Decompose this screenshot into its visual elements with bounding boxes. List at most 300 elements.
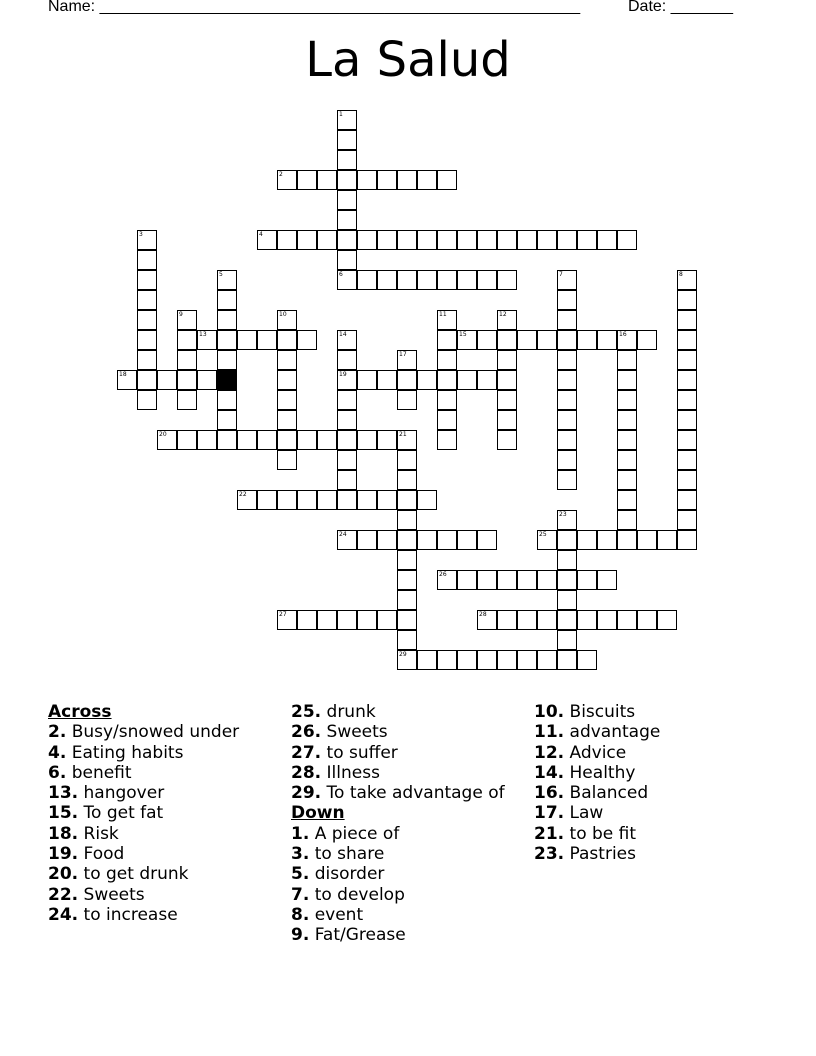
grid-cell[interactable] [137,250,157,270]
grid-cell[interactable] [617,330,637,350]
clue-item-number: 16. [534,783,565,804]
grid-cell[interactable] [177,310,197,330]
clue-item-text: A piece of [309,823,400,844]
grid-cell[interactable] [677,370,697,390]
grid-cell[interactable] [277,230,297,250]
grid-cell[interactable] [557,370,577,390]
clue-item-text: Risk [78,823,119,844]
grid-cell[interactable] [297,330,317,350]
grid-cell[interactable] [277,370,297,390]
grid-cell[interactable] [357,170,377,190]
grid-cell[interactable] [617,430,637,450]
grid-cell[interactable] [397,570,417,590]
grid-cell[interactable] [397,170,417,190]
grid-cell[interactable] [457,570,477,590]
grid-cell[interactable] [217,350,237,370]
grid-cell[interactable] [497,370,517,390]
grid-cell[interactable] [417,490,437,510]
grid-cell[interactable] [337,270,357,290]
grid-cell[interactable] [557,350,577,370]
clue-column-3 [534,702,774,864]
grid-cell[interactable] [497,350,517,370]
grid-cell[interactable] [437,270,457,290]
grid-cell[interactable] [577,230,597,250]
clue-item-text: disorder [309,864,385,885]
grid-cell[interactable] [137,370,157,390]
grid-cell[interactable] [297,430,317,450]
grid-cell[interactable] [457,330,477,350]
clue-item-text: Food [78,844,125,865]
grid-cell[interactable] [377,430,397,450]
grid-cell[interactable] [417,650,437,670]
grid-cell[interactable] [317,430,337,450]
clue-item-number: 9. [291,925,310,946]
grid-cell[interactable] [677,390,697,410]
clue-item-text: to suffer [321,742,398,763]
grid-cell[interactable] [337,390,357,410]
grid-cell[interactable] [657,610,677,630]
grid-cell[interactable] [337,210,357,230]
grid-cell[interactable] [637,330,657,350]
grid-cell[interactable] [417,370,437,390]
grid-cell[interactable] [477,530,497,550]
grid-cell[interactable] [157,430,177,450]
clue-number: 14 [339,331,347,338]
clue-number: 7 [559,271,563,278]
grid-cell[interactable] [617,390,637,410]
clue-item [48,824,288,844]
grid-cell[interactable] [377,230,397,250]
grid-cell[interactable] [477,370,497,390]
grid-cell[interactable] [677,490,697,510]
grid-cell[interactable] [337,350,357,370]
grid-cell[interactable] [417,170,437,190]
grid-cell[interactable] [217,290,237,310]
clue-item [291,844,531,864]
grid-cell[interactable] [557,390,577,410]
grid-cell[interactable] [337,610,357,630]
clue-item-text: Busy/snowed under [66,722,240,743]
grid-cell[interactable] [617,410,637,430]
grid-cell[interactable] [557,330,577,350]
clue-number: 25 [539,531,547,538]
grid-cell[interactable] [397,550,417,570]
grid-cell[interactable] [397,230,417,250]
grid-cell[interactable] [137,390,157,410]
grid-cell[interactable] [517,610,537,630]
grid-cell[interactable] [437,410,457,430]
clue-number: 22 [239,491,247,498]
clue-number: 19 [339,371,347,378]
grid-cell[interactable] [397,370,417,390]
grid-cell[interactable] [397,510,417,530]
clue-item [291,925,531,945]
grid-cell[interactable] [497,430,517,450]
clue-item-number: 3. [291,844,310,865]
grid-cell[interactable] [617,450,637,470]
clue-item-number: 27. [291,742,322,763]
grid-cell[interactable] [277,170,297,190]
grid-cell[interactable] [457,230,477,250]
grid-cell[interactable] [577,570,597,590]
grid-cell[interactable] [457,270,477,290]
clue-number: 6 [339,271,343,278]
grid-cell[interactable] [577,530,597,550]
grid-cell[interactable] [177,430,197,450]
grid-cell[interactable] [137,310,157,330]
grid-cell[interactable] [357,490,377,510]
grid-cell[interactable] [197,370,217,390]
grid-cell[interactable] [397,530,417,550]
grid-cell[interactable] [497,610,517,630]
grid-cell[interactable] [597,330,617,350]
grid-cell[interactable] [437,370,457,390]
grid-cell[interactable] [557,570,577,590]
clue-item [48,844,288,864]
grid-cell[interactable] [177,370,197,390]
grid-cell[interactable] [537,650,557,670]
grid-cell[interactable] [177,390,197,410]
grid-cell[interactable] [517,330,537,350]
clue-number: 10 [279,311,287,318]
grid-cell[interactable] [297,490,317,510]
grid-cell[interactable] [377,610,397,630]
clue-item-number: 1. [291,823,310,844]
grid-cell[interactable] [617,490,637,510]
clue-item-text: Balanced [564,783,649,804]
grid-cell[interactable] [477,610,497,630]
name-field-label: Name: ______________________________________________________ [48,0,581,15]
grid-cell[interactable] [537,530,557,550]
grid-cell[interactable] [477,230,497,250]
clue-item [534,783,774,803]
grid-cell[interactable] [557,610,577,630]
grid-cell[interactable] [337,530,357,550]
clue-item-number: 6. [48,762,67,783]
grid-cell[interactable] [617,230,637,250]
grid-cell[interactable] [397,270,417,290]
clue-item [48,885,288,905]
grid-cell[interactable] [617,510,637,530]
grid-cell[interactable] [337,330,357,350]
clue-item-number: 7. [291,884,310,905]
grid-cell[interactable] [277,330,297,350]
grid-cell[interactable] [237,330,257,350]
grid-cell[interactable] [337,110,357,130]
grid-cell[interactable] [237,430,257,450]
grid-cell[interactable] [257,490,277,510]
grid-cell[interactable] [257,330,277,350]
grid-cell[interactable] [457,370,477,390]
grid-cell[interactable] [477,570,497,590]
grid-cell[interactable] [337,190,357,210]
grid-cell[interactable] [337,150,357,170]
grid-cell[interactable] [417,230,437,250]
grid-cell[interactable] [217,330,237,350]
grid-cell[interactable] [597,570,617,590]
grid-cell[interactable] [557,550,577,570]
grid-cell[interactable] [557,290,577,310]
grid-cell[interactable] [337,370,357,390]
grid-cell[interactable] [637,610,657,630]
clue-item-number: 25. [291,702,322,722]
grid-cell[interactable] [477,330,497,350]
grid-cell[interactable] [397,430,417,450]
grid-cell[interactable] [537,330,557,350]
grid-cell[interactable] [457,650,477,670]
grid-cell[interactable] [557,410,577,430]
grid-cell[interactable] [257,430,277,450]
grid-cell[interactable] [557,270,577,290]
grid-cell[interactable] [497,390,517,410]
grid-cell[interactable] [617,610,637,630]
grid-cell[interactable] [357,610,377,630]
grid-cell[interactable] [337,230,357,250]
clue-item [291,743,531,763]
grid-cell[interactable] [297,230,317,250]
grid-cell[interactable] [417,530,437,550]
grid-cell[interactable] [517,650,537,670]
grid-cell[interactable] [437,430,457,450]
grid-cell[interactable] [637,530,657,550]
grid-cell[interactable] [237,490,257,510]
grid-cell[interactable] [297,610,317,630]
clue-item [48,803,288,823]
grid-cell[interactable] [557,430,577,450]
grid-cell[interactable] [277,490,297,510]
clue-number: 5 [219,271,223,278]
grid-cell[interactable] [677,530,697,550]
grid-cell[interactable] [377,170,397,190]
grid-cell[interactable] [357,530,377,550]
clue-item-number: 21. [534,823,565,844]
grid-cell[interactable] [277,310,297,330]
grid-cell[interactable] [437,570,457,590]
grid-cell[interactable] [117,370,137,390]
clue-item [291,864,531,884]
grid-cell[interactable] [677,270,697,290]
grid-cell[interactable] [677,310,697,330]
grid-cell[interactable] [217,430,237,450]
grid-cell[interactable] [497,270,517,290]
grid-cell[interactable] [337,410,357,430]
clue-item [48,743,288,763]
clue-item-number: 11. [534,722,565,743]
clue-item [291,824,531,844]
clue-item-text: Illness [321,762,380,783]
grid-cell[interactable] [617,370,637,390]
grid-cell[interactable] [677,290,697,310]
clue-item-text: Sweets [78,884,145,905]
grid-cell[interactable] [337,130,357,150]
grid-cell[interactable] [277,610,297,630]
grid-cell[interactable] [597,530,617,550]
grid-cell[interactable] [677,350,697,370]
clue-number: 18 [119,371,127,378]
grid-cell[interactable] [497,650,517,670]
clue-item-number: 20. [48,864,79,885]
grid-cell[interactable] [557,630,577,650]
clue-item-number: 26. [291,722,322,743]
clue-item-number: 24. [48,904,79,925]
grid-cell[interactable] [597,610,617,630]
grid-cell[interactable] [277,430,297,450]
grid-cell[interactable] [257,230,277,250]
grid-cell[interactable] [337,170,357,190]
clue-item [291,702,531,722]
grid-cell[interactable] [217,270,237,290]
grid-cell[interactable] [277,450,297,470]
grid-cell[interactable] [437,330,457,350]
grid-cell[interactable] [557,590,577,610]
grid-cell[interactable] [517,230,537,250]
grid-cell[interactable] [337,250,357,270]
grid-cell[interactable] [537,230,557,250]
grid-cell[interactable] [557,470,577,490]
grid-cell[interactable] [497,330,517,350]
grid-cell[interactable] [657,530,677,550]
grid-cell[interactable] [457,530,477,550]
grid-cell[interactable] [477,270,497,290]
grid-cell[interactable] [577,610,597,630]
grid-cell[interactable] [297,170,317,190]
grid-cell[interactable] [497,410,517,430]
clue-item [534,844,774,864]
clue-item-number: 14. [534,762,565,783]
grid-cell[interactable] [177,350,197,370]
grid-cell[interactable] [357,430,377,450]
grid-cell[interactable] [397,450,417,470]
grid-cell[interactable] [497,230,517,250]
clue-item-text: Eating habits [66,742,184,763]
grid-cell[interactable] [437,230,457,250]
grid-cell[interactable] [217,410,237,430]
clue-number: 12 [499,311,507,318]
grid-cell[interactable] [357,270,377,290]
grid-cell[interactable] [137,270,157,290]
grid-cell[interactable] [437,350,457,370]
grid-cell[interactable] [437,310,457,330]
grid-cell[interactable] [377,270,397,290]
grid-cell[interactable] [677,510,697,530]
grid-cell[interactable] [357,370,377,390]
clue-item-number: 8. [291,904,310,925]
grid-cell[interactable] [557,650,577,670]
date-field-label: Date: _______ [628,0,733,15]
grid-cell[interactable] [137,350,157,370]
grid-cell[interactable] [677,470,697,490]
grid-cell[interactable] [317,610,337,630]
grid-cell[interactable] [677,330,697,350]
clue-number: 9 [179,311,183,318]
clue-item [534,824,774,844]
clue-item [534,722,774,742]
grid-cell[interactable] [617,470,637,490]
grid-cell[interactable] [337,490,357,510]
grid-black-cell [217,370,237,390]
grid-cell[interactable] [377,530,397,550]
grid-cell[interactable] [137,230,157,250]
clue-number: 4 [259,231,263,238]
grid-cell[interactable] [317,170,337,190]
grid-cell[interactable] [337,470,357,490]
grid-cell[interactable] [217,310,237,330]
grid-cell[interactable] [277,390,297,410]
grid-cell[interactable] [197,430,217,450]
grid-cell[interactable] [397,470,417,490]
grid-cell[interactable] [277,410,297,430]
clue-item [291,885,531,905]
grid-cell[interactable] [437,170,457,190]
grid-cell[interactable] [537,610,557,630]
grid-cell[interactable] [597,230,617,250]
grid-cell[interactable] [377,490,397,510]
grid-cell[interactable] [317,490,337,510]
grid-cell[interactable] [317,230,337,250]
clue-item-text: to increase [78,904,178,925]
clue-list [48,702,778,1002]
grid-cell[interactable] [677,410,697,430]
grid-cell[interactable] [497,570,517,590]
grid-cell[interactable] [337,430,357,450]
grid-cell[interactable] [397,490,417,510]
clue-item [534,763,774,783]
grid-cell[interactable] [677,430,697,450]
grid-cell[interactable] [477,650,497,670]
grid-cell[interactable] [217,390,237,410]
grid-cell[interactable] [577,330,597,350]
grid-cell[interactable] [557,510,577,530]
grid-cell[interactable] [197,330,217,350]
grid-cell[interactable] [437,390,457,410]
grid-cell[interactable] [437,650,457,670]
grid-cell[interactable] [377,370,397,390]
grid-cell[interactable] [357,230,377,250]
grid-cell[interactable] [157,370,177,390]
grid-cell[interactable] [497,310,517,330]
grid-cell[interactable] [517,570,537,590]
grid-cell[interactable] [417,270,437,290]
clue-number: 21 [399,431,407,438]
grid-cell[interactable] [557,230,577,250]
clue-number: 13 [199,331,207,338]
grid-cell[interactable] [577,650,597,670]
clue-item [534,702,774,722]
grid-cell[interactable] [397,590,417,610]
grid-cell[interactable] [617,350,637,370]
grid-cell[interactable] [557,310,577,330]
grid-cell[interactable] [337,450,357,470]
grid-cell[interactable] [397,630,417,650]
grid-cell[interactable] [137,330,157,350]
clue-item-text: Law [564,803,604,824]
grid-cell[interactable] [397,390,417,410]
grid-cell[interactable] [277,350,297,370]
grid-cell[interactable] [557,450,577,470]
clue-item-number: 22. [48,884,79,905]
grid-cell[interactable] [177,330,197,350]
grid-cell[interactable] [137,290,157,310]
grid-cell[interactable] [397,610,417,630]
clue-item-text: Fat/Grease [309,925,406,946]
grid-cell[interactable] [537,570,557,590]
grid-cell[interactable] [397,650,417,670]
grid-cell[interactable] [557,530,577,550]
grid-cell[interactable] [677,450,697,470]
grid-cell[interactable] [397,350,417,370]
grid-cell[interactable] [437,530,457,550]
grid-cell[interactable] [617,530,637,550]
